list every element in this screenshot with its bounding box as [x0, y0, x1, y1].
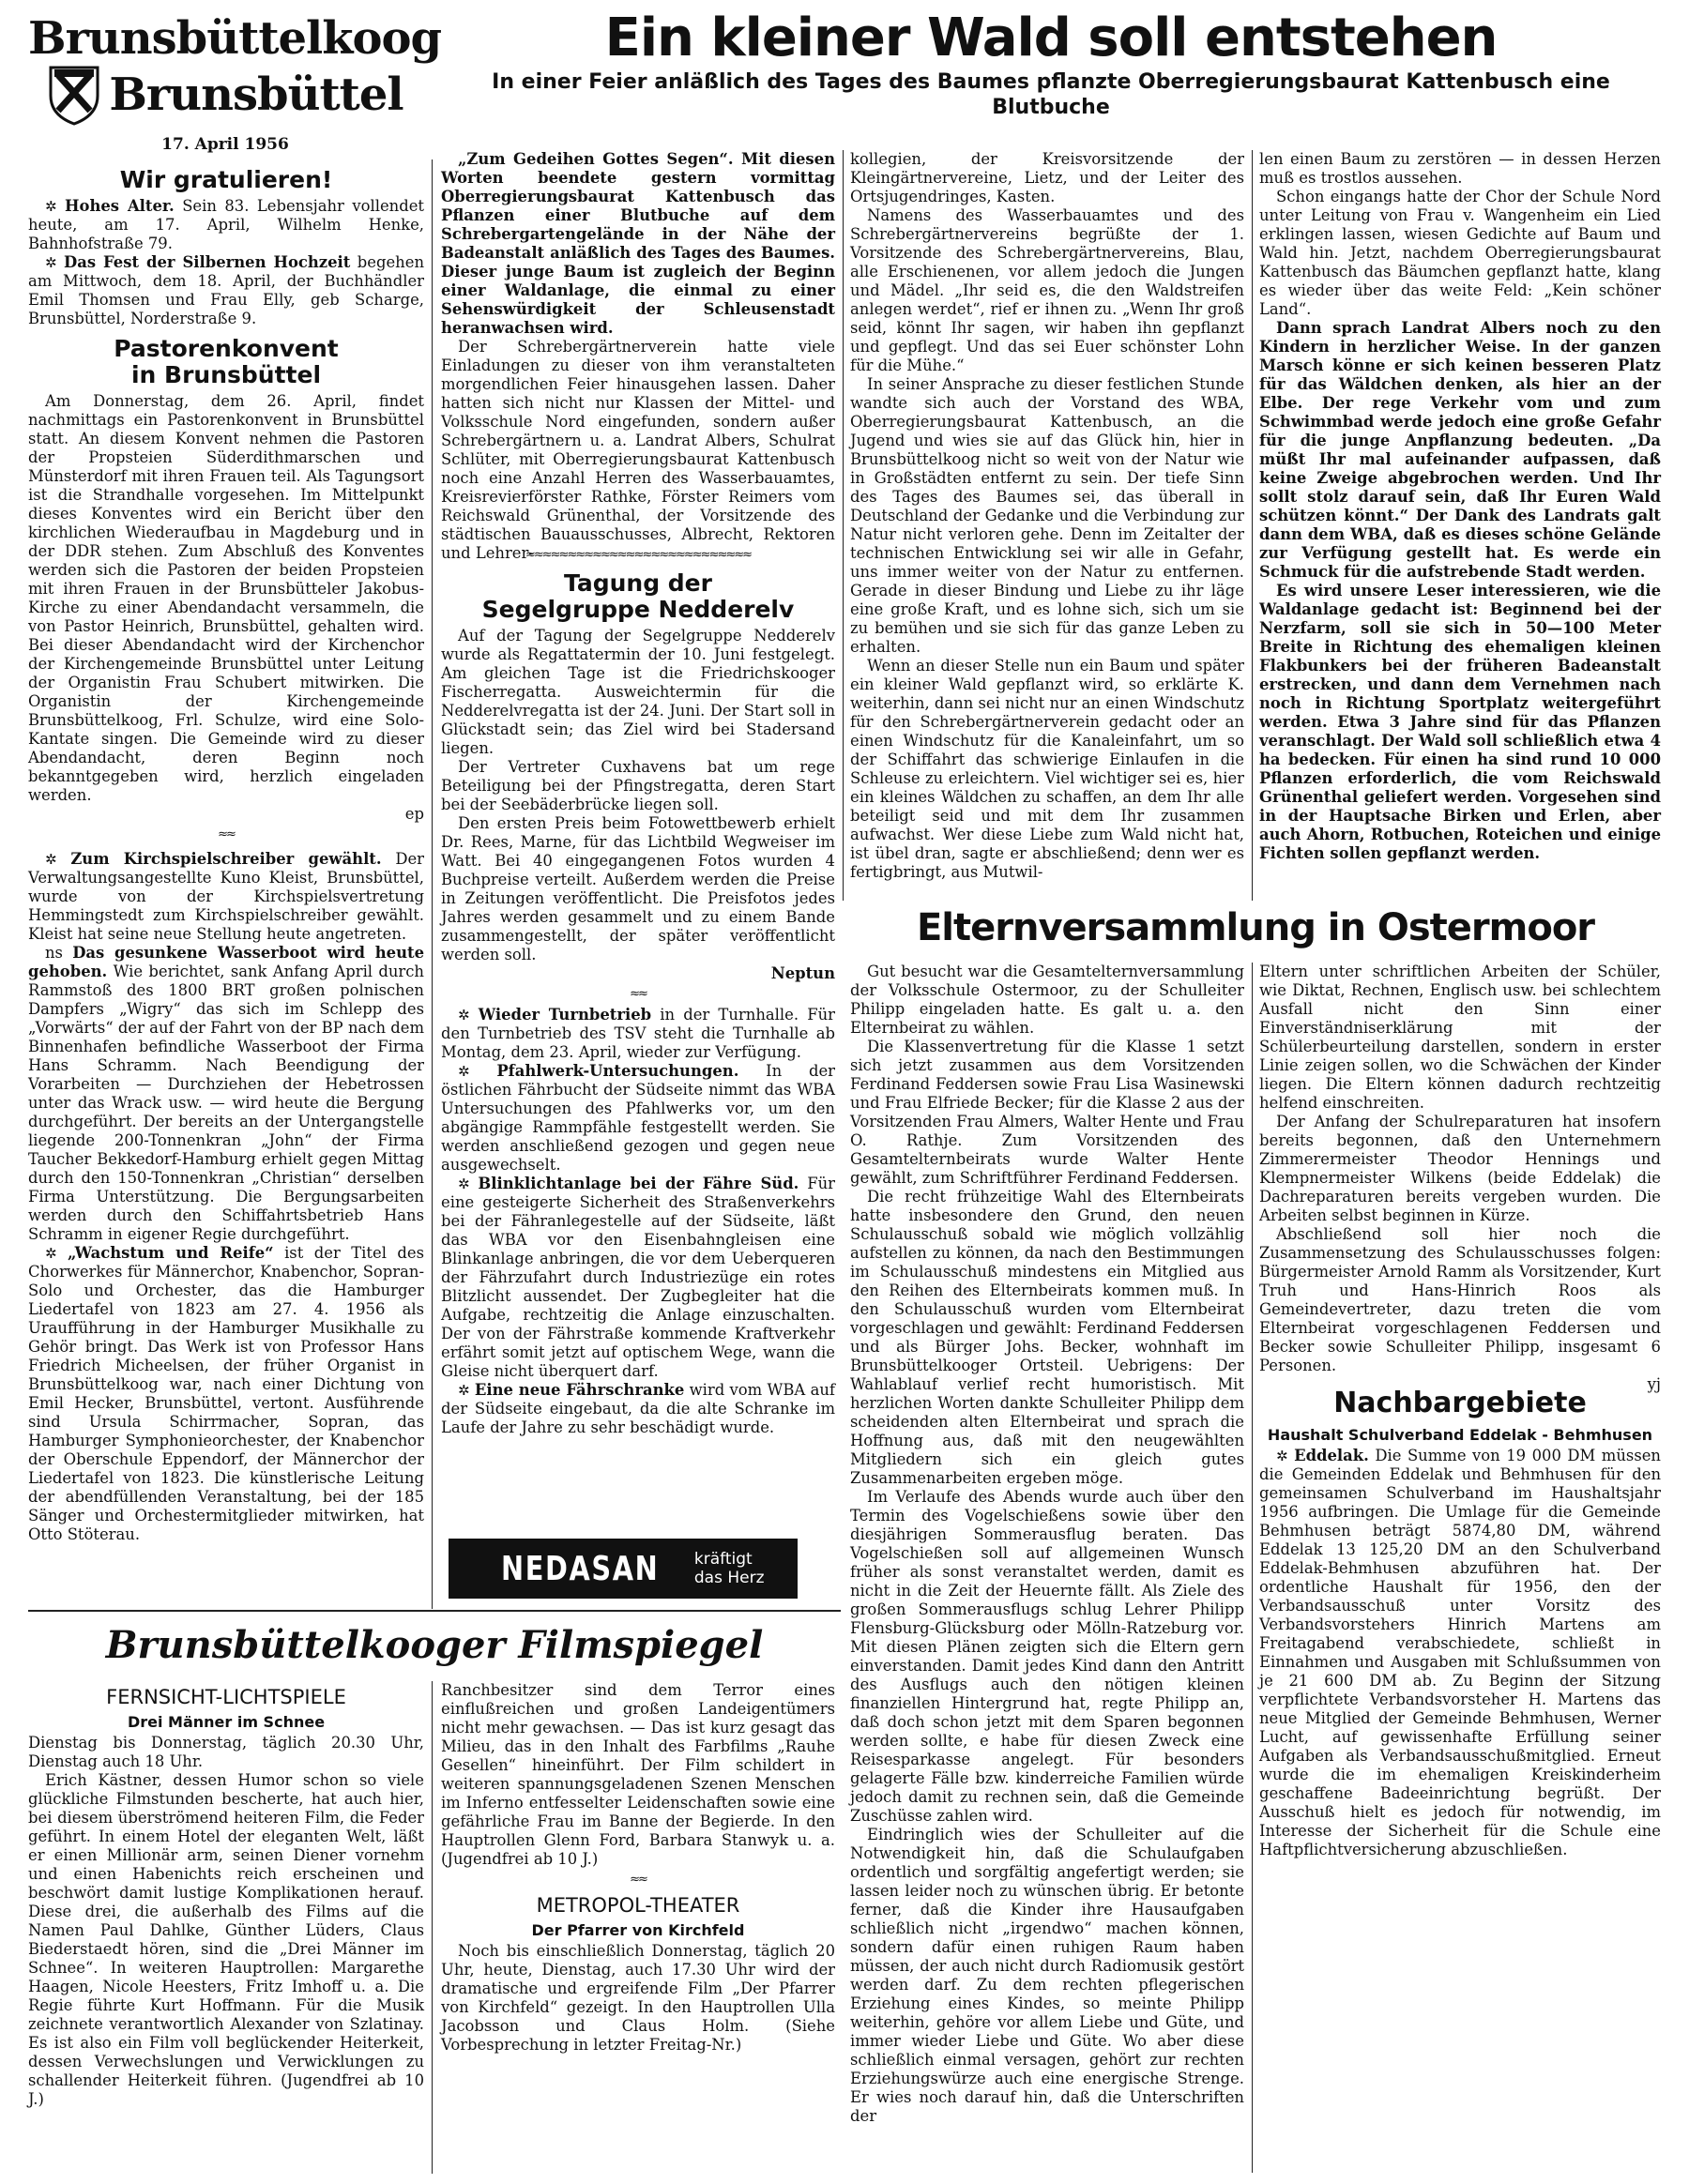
g2-text: begehen am Mittwoch, dem 18. April, der Buchhändler Emil Thomsen und Frau Elly, geb Scharge, Brunsbüttel, Norderstraße 9.	[28, 253, 424, 327]
segel-p2: Der Vertreter Cuxhavens bat um rege Beteiligung bei der Pfingstregatta, deren Start bei der Seebäderbrücke liegen soll.	[441, 758, 835, 813]
t1-lead: Wieder Turnbetrieb	[478, 1006, 652, 1024]
main-headline-block	[441, 8, 1661, 148]
ad-line2: das Herz	[693, 1569, 765, 1587]
t1-text: in der Turnhalle. Für den Turnbetrieb des TSV steht die Turnhalle ab Montag, dem 23. April, wieder zur Verfügung.	[441, 1006, 835, 1061]
movie1b-review: Ranchbesitzer sind dem Terror eines einflußreichen und großen Landeigentümers nicht mehr gewachsen. — Das ist kurz gesagt das Milieu, das in den Inhalt des Farbfilms „Rauhe Gesellen“ hineinführt. Der Film schildert in weiteren spannungsgeladenen Szenen Menschen im Inferno entfesselter Leidenschaften sowie eine gefährliche Frau im Banne der Begierde. In den Hauptrollen Glenn Ford, Barbara Stanwyk u. a. (Jugendfrei ab 10 J.)	[441, 1681, 835, 1868]
film-banner-title: Brunsbüttelkooger Filmspiegel	[105, 1623, 764, 1667]
g1-lead: Hohes Alter.	[65, 197, 175, 215]
nachbar-subheading: Haushalt Schulverband Eddelak - Behmhusen	[1267, 1426, 1653, 1444]
eltern-a-p2: Die Klassenvertretung für die Klasse 1 setzt sich jetzt zusammen aus dem Vorsitzenden Ferdinand Feddersen sowie Frau Lisa Wasinewski und Frau Elfriede Becker; für die Klasse 2 aus der Vorsitzenden Frau Almers, Walter Hente und Frau O. Rathje. Zum Vorsitzenden des Gesamtelternbeirats wurde Walter Hente gewählt, zum Schriftführer Ferdinand Feddersen.	[850, 1038, 1244, 1187]
star-icon: ✲	[45, 851, 57, 868]
gratulieren-heading: Wir gratulieren!	[119, 166, 333, 193]
n3-text: ist der Titel des Chorwerkes für Männerchor, Knabenchor, Sopran-Solo und Orchester, das die Hamburger Liedertafel von 1823 am 27. 4. 1956 als Uraufführung in der Hamburger Musikhalle zu Gehör bringt. Das Werk ist von Professor Hans Friedrich Micheelsen, der früher Organist in Brunsbüttelkoog war, nach einer Dichtung von Emil Hecker, Brunsbüttel, vertont. Ausführende sind Ursula Schirrmacher, Sopran, das Hamburger Symphonieorchester, der Knabenchor der Oberschule Eppendorf, der Männerchor der Liedertafel von 1823. Die künstlerische Leitung der abendfüllenden Veranstaltung, bei der 185 Sänger und Orchestermitglieder mitwirken, hat Otto Stöterau.	[28, 1244, 424, 1543]
nedasan-ad	[449, 1539, 798, 1599]
eltern-heading-block	[850, 902, 1661, 959]
masthead	[28, 12, 442, 159]
t2-text: In der östlichen Fährbucht der Südseite nimmt das WBA Untersuchungen des Pfahlwerks vor, um den abgängige Rammpfähle festgestellt werden. Sie werden anschließend gezogen und gegen neue ausgewechselt.	[441, 1062, 835, 1174]
main-c2-p2: Namens des Wasserbauamtes und des Schrebergärtnervereins begrüßte der 1. Vorsitzende des Schrebergärtnervereins, Blau, alle Erschienenen, vor allem jedoch die Jungen und Mädel. „Ihr seid es, die den Waldstreifen anlegen werdet“, rief er ihnen zu. „Wenn Ihr groß seid, könnt Ihr sagen, wir haben ihn gepflanzt und gepflegt. Und das sei Euer schönster Lohn für die Mühe.“	[850, 206, 1244, 374]
t2-lead: Pfahlwerk-Untersuchungen.	[496, 1062, 739, 1080]
main-title: Ein kleiner Wald soll entstehen	[604, 8, 1498, 68]
movie2-title: Der Pfarrer von Kirchfeld	[531, 1921, 745, 1939]
eltern-b-p3: Abschließend soll hier noch die Zusammensetzung des Schulausschusses folgen: Bürgermeister Arnold Ramm als Vorsitzender, Kurt Truh und Hans-Hinrich Roos als Gemeindevertreter, dazu treten die vom Elternbeirat vorgeschlagenen Feddersen und Becker sowie Schulleiter Philipp, insgesamt 6 Personen.	[1259, 1225, 1661, 1374]
segel-heading	[441, 570, 835, 623]
star-icon: ✲	[458, 1382, 470, 1399]
main-c3-p3: Dann sprach Landrat Albers noch zu den Kindern in herzlicher Weise. In der ganzen Marsch könne er sich keinen besseren Platz für das Wäldchen denken, als hier an der Elbe. Der rege Verkehr vom und zum Schwimmbad werde jedoch eine große Gefahr für die junge Anpflanzung bedeuten. „Da müßt Ihr mal aufeinander aufpassen, daß keine Zweige abgebrochen werden. Und Ihr sollt stolz darauf sein, daß Ihr Euren Wald schützen könnt.“ Der Dank des Landrats galt dann dem WBA, daß es dieses schöne Gelände zur Verfügung gestellt hat. Es werde ein Schmuck für die aufstrebende Stadt werden.	[1259, 319, 1661, 581]
main-subtitle: In einer Feier anläßlich des Tages des Baumes pflanzte Oberregierungsbaurat Kattenbusch eine Blutbuche	[492, 70, 1610, 119]
eltern-a-p3: Die recht frühzeitige Wahl des Elternbeirats hatte insbesondere den Grund, den neuen Schulausschuß sobald wie möglich vollzählig aufstellen zu können, da nach den Bestimmungen im Schulausschuß mindestens ein Mitglied aus den Reihen des Elternbeirats kommen muß. In den Schulausschuß wurden vom Elternbeirat vorgeschlagen und gewählt: Ferdinand Feddersen und als Bürger Johs. Becker, wohnhaft im Brunsbüttelkooger Ortsteil. Uebrigens: Der Wahlablauf verlief recht humoristisch. Mit herzlichen Worten dankte Schulleiter Philipp dem scheidenden alten Elternbeirat und sprach die Hoffnung aus, daß mit den neugewählten Mitgliedern sich ein gleich gutes Zusammenarbeiten ergeben möge.	[850, 1188, 1244, 1487]
left-column	[28, 161, 424, 1606]
column-rule	[432, 1681, 433, 2174]
star-icon: ✲	[458, 1063, 470, 1080]
separator-ornament: ≈≈	[630, 1873, 647, 1887]
eltern-col-1	[850, 963, 1244, 2173]
star-icon: ✲	[458, 1175, 470, 1192]
middle-column	[441, 544, 835, 1604]
segel-signature: Neptun	[770, 964, 835, 982]
segel-heading-line1: Tagung der	[564, 569, 712, 597]
t4-lead: Eine neue Fährschranke	[474, 1381, 685, 1399]
film-banner	[28, 1615, 841, 1679]
separator-ornament: ≈≈≈≈≈≈≈≈≈≈≈≈≈≈≈≈≈≈≈≈≈≈≈≈≈≈≈	[525, 548, 752, 562]
main-col-2	[850, 150, 1244, 901]
nachbar-lead: Eddelak.	[1294, 1447, 1369, 1464]
main-c2-p1: kollegien, der Kreisvorsitzende der Kleingärtnervereine, Lietz, und der Leiter des Ortsjugendringes, Kasten.	[850, 150, 1244, 205]
film-col-2	[441, 1681, 835, 2174]
n3-lead: „Wachstum und Reife“	[68, 1244, 274, 1262]
t4-text: wird vom WBA auf der Südseite eingebaut, da die alte Schranke im Laufe der Jahre zu sehr beschädigt wurde.	[441, 1381, 835, 1436]
film-col-1	[28, 1681, 424, 2174]
nachbar-heading: Nachbargebiete	[1333, 1387, 1587, 1419]
eltern-a-p5: Eindringlich wies der Schulleiter auf die Notwendigkeit hin, daß die Schulaufgaben ordentlich und sorgfältig angefertigt werden; sie lassen leider noch zu wünschen übrig. Er betonte ferner, daß die Kinder ihre Hausaufgaben schließlich nicht „irgendwo“ machen können, sondern dafür einen ruhigen Raum haben müssen, der auch nicht durch Radiomusik gestört werden darf. Zu dem rechten pflegerischen Erziehung eines Kindes, so meinte Philipp weiterhin, gehöre vor allem Liebe und Güte, und immer wieder Liebe und Güte. Wo aber diese schließlich einmal versagen, gehört zur rechten Erziehungswürze auch eine energische Strenge. Er wies noch darauf hin, daß die Unterschriften der	[850, 1826, 1244, 2125]
movie1-review: Erich Kästner, dessen Humor schon so viele glückliche Filmstunden bescherte, hat auch hier, bei diesem überströmend heiteren Film, die Feder geführt. In einem Hotel der eleganten Welt, läßt er einen Millionär arm, seinen Diener vornehm und einen Habenichts reich erscheinen und beschwört damit lustige Komplikationen herauf. Diese drei, die außerhalb des Films auf die Namen Paul Dahlke, Günther Lüders, Claus Biederstaedt hören, sind die „Drei Männer im Schnee“. In weiteren Hauptrollen: Margarethe Haagen, Nicole Heesters, Fritz Imhoff u. a. Die Regie führte Kurt Hoffmann. Für die Musik zeichnete verantwortlich Alexander von Szlatinay. Es ist also ein Film voll beglückender Heiterkeit, dessen Verwechslungen und Verwicklungen zu schallender Heiterkeit führen. (Jugendfrei ab 10 J.)	[28, 1771, 424, 2108]
main-c1-p1: „Zum Gedeihen Gottes Segen“. Mit diesen Worten beendete gestern vormittag Oberregierungsbaurat Kattenbusch das Pflanzen einer Blutbuche auf dem Schrebergartengelände in der Nähe der Badeanstalt anläßlich des Tages des Baumes. Dieser junge Baum ist zugleich der Beginn einer Waldanlage, die einmal zu einer Sehenswürdigkeit der Schleusenstadt heranwachsen wird.	[441, 150, 835, 337]
g1-text: Sein 83. Lebensjahr vollendet heute, am 17. April, Wilhelm Henke, Bahnhofstraße 79.	[28, 197, 424, 252]
coat-of-arms-icon	[47, 64, 101, 126]
t3-text: Für eine gesteigerte Sicherheit des Straßenverkehrs bei der Fähranlegestelle auf der Südseite, läßt das WBA vor den Eisenbahngleisen eine Blinkanlage anbringen, die vor dem Ueberqueren der Fährzufahrt durch Industriezüge ein rotes Blitzlicht aussendet. Der Zugbegleiter hat die Aufgabe, rechtzeitig die Anlage einzuschalten. Der von der Fährstraße kommende Kraftverkehr erfährt somit jetzt auf optischem Wege, wann die Gleise nicht überquert darf.	[441, 1175, 835, 1380]
main-c3-p2: Schon eingangs hatte der Chor der Schule Nord unter Leitung von Frau v. Wangenheim ein Lied erklingen lassen, wiesen Gedichte auf Baum und Wald hin. Jetzt, nachdem Oberregierungsbaurat Kattenbusch das Bäumchen gepflanzt hatte, klang es wieder über das weite Feld: „Kein schöner Land“.	[1259, 188, 1661, 318]
ad-brand: NEDASAN	[501, 1549, 660, 1588]
main-c1-p2: Der Schrebergärtnerverein hatte viele Einladungen zu dieser von ihm veranstalteten morgendlichen Feier hinausgehen lassen. Daher hatten sich nicht nur Klassen der Mittel- und Volksschule Nord eingefunden, sondern außer Schrebergärtnern u. a. Landrat Albers, Schulrat Schlüter, mit Oberregierungsbaurat Kattenbusch noch eine Anzahl Herren des Wasserbauamtes, Kreisrevierförster Rathke, Förster Reimers vom Reichswald Grünenthal, der Vorsitzende des städtischen Bauausschusses, Albrecht, Rektoren und Lehrer-	[441, 338, 835, 562]
masthead-line1: Brunsbüttelkoog	[28, 12, 442, 65]
eltern-col-2	[1259, 963, 1661, 1393]
column-rule	[432, 159, 433, 1609]
column-rule	[843, 150, 844, 901]
eltern-b-p2: Der Anfang der Schulreparaturen hat insofern bereits begonnen, daß den Unternehmern Zimmerermeister Theodor Hennings und Klempnermeister Wilkens (beide Eddelak) die Dachreparaturen bereits vergeben wurden. Die Arbeiten selbst beginnen in Kürze.	[1259, 1113, 1661, 1224]
cinema2-name: METROPOL-THEATER	[536, 1894, 740, 1917]
main-c2-p4: Wenn an dieser Stelle nun ein Baum und später ein kleiner Wald gepflanzt wird, so erklärte K. weiterhin, dann sei nicht nur an einen Windschutz für den Schrebergärtnerverein gedacht oder an einen Windschutz für die Kanaleinfahrt, um so der Schiffahrt das schwierige Einlaufen in die Schleuse zu erleichtern. Viel wichtiger sei es, hier ein kleines Wäldchen zu schaffen, an dem Ihr alle beteiligt seid und mit dem Ihr zusammen aufwachst. Wer diese Liebe zum Wald nicht hat, ist übel dran, sagte er abschließend; denn wer es fertigbringt, aus Mutwil-	[850, 657, 1244, 881]
star-icon: ✲	[45, 198, 57, 215]
star-icon: ✲	[458, 1007, 470, 1024]
separator-ornament: ≈≈	[218, 827, 235, 842]
column-rule	[1252, 963, 1253, 2173]
issue-date: 17. April 1956	[161, 135, 289, 154]
segel-p1: Auf der Tagung der Segelgruppe Nedderelv wurde als Regattatermin der 10. Juni festgelegt. Am gleichen Tage ist die Friedrichskooger Fischerregatta. Ausweichtermin für die Nedderelvregatta ist der 24. Juni. Der Start soll in Glückstadt sein; das Ziel wird bei Stadersand liegen.	[441, 627, 835, 757]
ad-line1: kräftigt	[693, 1550, 753, 1569]
konvent-signature: ep	[404, 805, 424, 823]
nachbar-section	[1259, 1379, 1661, 2167]
segel-heading-line2: Segelgruppe Nedderelv	[481, 596, 795, 623]
eltern-heading: Elternversammlung in Ostermoor	[916, 906, 1595, 949]
column-rule	[1252, 150, 1253, 901]
section-rule	[28, 1610, 841, 1612]
eltern-a-p1: Gut besucht war die Gesamtelternversammlung der Volksschule Ostermoor, zu der Schulleiter Philipp eingeladen hatte. Es galt u. a. den Elternbeirat zu wählen.	[850, 963, 1244, 1037]
main-c3-p1: len einen Baum zu zerstören — in dessen Herzen muß es trostlos aussehen.	[1259, 150, 1661, 187]
konvent-heading-line2: in Brunsbüttel	[130, 361, 322, 388]
t3-lead: Blinklichtanlage bei der Fähre Süd.	[478, 1175, 799, 1192]
n2-lead: Das gesunkene Wasserboot wird heute gehoben.	[28, 944, 424, 980]
eltern-b-p1: Eltern unter schriftlichen Arbeiten der Schüler, wie Diktat, Rechnen, Englisch usw. bei schlechtem Ausfall nicht den Sinn einer Einverständniserklärung mit der Schülerbeurteilung darstellen, sondern in erster Linie zeigen sollen, wo die Schwächen der Kinder liegen. Die Eltern können dadurch rechtzeitig helfend einschreiten.	[1259, 963, 1661, 1112]
movie2-review: Noch bis einschließlich Donnerstag, täglich 20 Uhr, heute, Dienstag, auch 17.30 Uhr wird der dramatische und ergreifende Film „Der Pfarrer von Kirchfeld“ gezeigt. In den Hauptrollen Ulla Jacobsson und Claus Holm. (Siehe Vorbesprechung in letzter Freitag-Nr.)	[441, 1942, 835, 2054]
n2-text: Wie berichtet, sank Anfang April durch Rammstoß des 1800 BRT großen polnischen Dampfers „Wigry“ das sich im Schlepp des „Vorwärts“ der auf der Fahrt von der BP nach dem Binnenhafen befindliche Wasserboot der Firma Hans Schramm. Nach Beendigung der Vorarbeiten — Durchziehen der Hebetrossen unter das Wrack usw. — wird heute die Bergung durchgeführt. Der bereits an der Untergangstelle liegende 200-Tonnenkran „John“ der Firma Taucher Bekkedorf-Hamburg erhielt gegen Mittag durch den 150-Tonnenkran „Christian“ derselben Firma Unterstützung. Die Bergungsarbeiten werden durch den Schiffahrtsbetrieb Hans Schramm in eigener Regie durchgeführt.	[28, 963, 424, 1243]
movie1-title: Drei Männer im Schnee	[127, 1713, 326, 1731]
star-icon: ✲	[45, 254, 57, 271]
main-col-3	[1259, 150, 1661, 901]
n2-prefix: ns	[45, 944, 63, 962]
masthead-line2: Brunsbüttel	[109, 68, 403, 121]
n1-text: Der Verwaltungsangestellte Kuno Kleist, Brunsbüttel, wurde von der Kirchspielsvertretung Hemmingstedt zum Kirchspielschreiber gewählt. Kleist hat seine neue Stellung heute angetreten.	[28, 850, 424, 943]
konvent-heading-line1: Pastorenkonvent	[114, 335, 339, 362]
segel-p3: Den ersten Preis beim Fotowettbewerb erhielt Dr. Rees, Marne, für das Lichtbild Wegweiser im Watt. Bei 40 eingegangenen Fotos wurden 4 Buchpreise verteilt. Außerdem werden die Preise in Zeitungen veröffentlicht. Die Preisfotos jedes Jahres werden gesammelt und zu einem Bande zusammengestellt, der später veröffentlicht werden soll.	[441, 814, 835, 963]
g2-lead: Das Fest der Silbernen Hochzeit	[64, 253, 351, 271]
cinema1-name: FERNSICHT-LICHTSPIELE	[106, 1686, 346, 1708]
nachbar-text: Die Summe von 19 000 DM müssen die Gemeinden Eddelak und Behmhusen für den gemeinsamen Schulverband im Haushaltsjahr 1956 aufbringen. Die Umlage für die Gemeinde Behmhusen beträgt 5874,80 DM, während Eddelak 13 125,20 DM an den Schulverband Eddelak-Behmhusen abzuführen hat. Der ordentliche Haushalt für 1956, den der Verbandsausschuß unter Vorsitz des Verbandsvorstehers Hinrich Martens am Freitagabend verabschiedete, schließt in Einnahmen und Ausgaben mit Schlußsummen von je 21 600 DM ab. Zu Beginn der Sitzung verpflichtete Verbandsvorsteher H. Martens das neue Mitglied der Gemeinde Behmhusen, Werner Lucht, auf gewissenhafte Erfüllung seiner Aufgaben als Verbandsausschußmitglied. Erneut wurde die im ehemaligen Kreiskinderheim geschaffene Badeeinrichtung begrüßt. Der Ausschuß hielt es jedoch für notwendig, im Interesse der Sicherheit für die Schule eine Haftpflichtversicherung abzuschließen.	[1259, 1447, 1661, 1858]
konvent-text: Am Donnerstag, dem 26. April, findet nachmittags ein Pastorenkonvent in Brunsbüttel statt. An diesem Konvent nehmen die Pastoren der Propsteien Süderdithmarschen und Münsterdorf mit ihren Frauen teil. Als Tagungsort ist die Strandhalle vorgesehen. Im Mittelpunkt dieses Konventes wird ein Bericht über den kirchlichen Wiederaufbau in Magdeburg und in der DDR stehen. Zum Abschluß des Konventes werden sich die Pastoren der beiden Propsteien mit ihren Frauen in der Brunsbütteler Jakobus-Kirche zu einer Abendandacht versammeln, die von Pastor Heinrich, Brunsbüttel, gehalten wird. Bei dieser Abendandacht wird der Kirchenchor der Kirchengemeinde Brunsbüttel unter Leitung der Organistin Frau Schubert mitwirken. Die Organistin der Kirchengemeinde Brunsbüttelkoog, Frl. Schulze, wird eine Solo-Kantate singen. Die Gemeinde wird zu dieser Abendandacht, deren Beginn noch bekanntgegeben wird, herzlich eingeladen werden.	[28, 392, 424, 804]
star-icon: ✲	[45, 1245, 57, 1262]
main-c3-p4: Es wird unsere Leser interessieren, wie die Waldanlage gedacht ist: Beginnend bei der Nerzfarm, soll sie sich in 50—100 Meter Breite in Richtung des ehemaligen kleinen Flakbunkers bei der früheren Badeanstalt erstrecken, und dann dem Vernehmen nach noch in Richtung Sportplatz weitergeführt werden. Etwa 3 Jahre sind für das Pflanzen veranschlagt. Der Wald soll schließlich etwa 4 ha bedecken. Für einen ha sind rund 10 000 Pflanzen erforderlich, die vom Reichswald Grünenthal geliefert werden. Vorgesehen sind in der Hauptsache Birken und Erlen, aber auch Ahorn, Rotbuchen, Roteichen und einige Fichten sollen gepflanzt werden.	[1259, 582, 1661, 862]
main-c2-p3: In seiner Ansprache zu dieser festlichen Stunde wandte sich auch der Vorstand des WBA, Oberregierungsbaurat Kattenbusch, an die Jugend und wies sie auf das Glück hin, hier in Brunsbüttelkoog nicht so weit von der Natur wie in Großstädten entfernt zu sein. Der tiefe Sinn des Tages des Baumes sei, das überall in Deutschland der Gedanke und die Verbindung zur Natur nicht verloren gehe. Denn im Zeitalter der technischen Entwicklung sei wir alle in Gefahr, uns immer weiter von der Natur zu entfernen. Gerade in dieser Bindung und Liebe zu ihr läge eine große Kraft, und es lohne sich, sich um sie zu bemühen und sie sich für das ganze Leben zu erhalten.	[850, 375, 1244, 656]
konvent-heading	[28, 336, 424, 388]
movie1-times: Dienstag bis Donnerstag, täglich 20.30 Uhr, Dienstag auch 18 Uhr.	[28, 1734, 424, 1770]
star-icon: ✲	[1276, 1448, 1288, 1464]
n1-lead: Zum Kirchspielschreiber gewählt.	[70, 850, 382, 868]
separator-ornament: ≈≈	[630, 987, 647, 1001]
eltern-a-p4: Im Verlaufe des Abends wurde auch über den Termin des Vogelschießens sowie über den diesjährigen Sommerausflug beraten. Das Vogelschießen soll auf allgemeinen Wunsch früher als sonst veranstaltet werden, damit es nicht in die Zeit der Heuernte fällt. Als Ziele des großen Sommerausflugs schlug Lehrer Philipp Flensburg-Glücksburg oder Mölln-Ratzeburg vor. Mit diesen Plänen zeigten sich die Eltern gern einverstanden. Damit jedes Kind dann den Antritt des Ausflugs auch den nötigen kleinen finanziellen Hintergrund hat, regte Philipp an, daß doch schon jetzt mit dem Sparen begonnen werden sollte, e habe für diesen Zweck eine Reisesparkasse angelegt. Für besonders gelagerte Fälle bzw. kinderreiche Familien würde jedoch damit zu rechnen sein, daß die Gemeinde Zuschüsse zahlen wird.	[850, 1488, 1244, 1825]
eltern-signature: yj	[1647, 1375, 1661, 1393]
main-col-1	[441, 150, 835, 562]
